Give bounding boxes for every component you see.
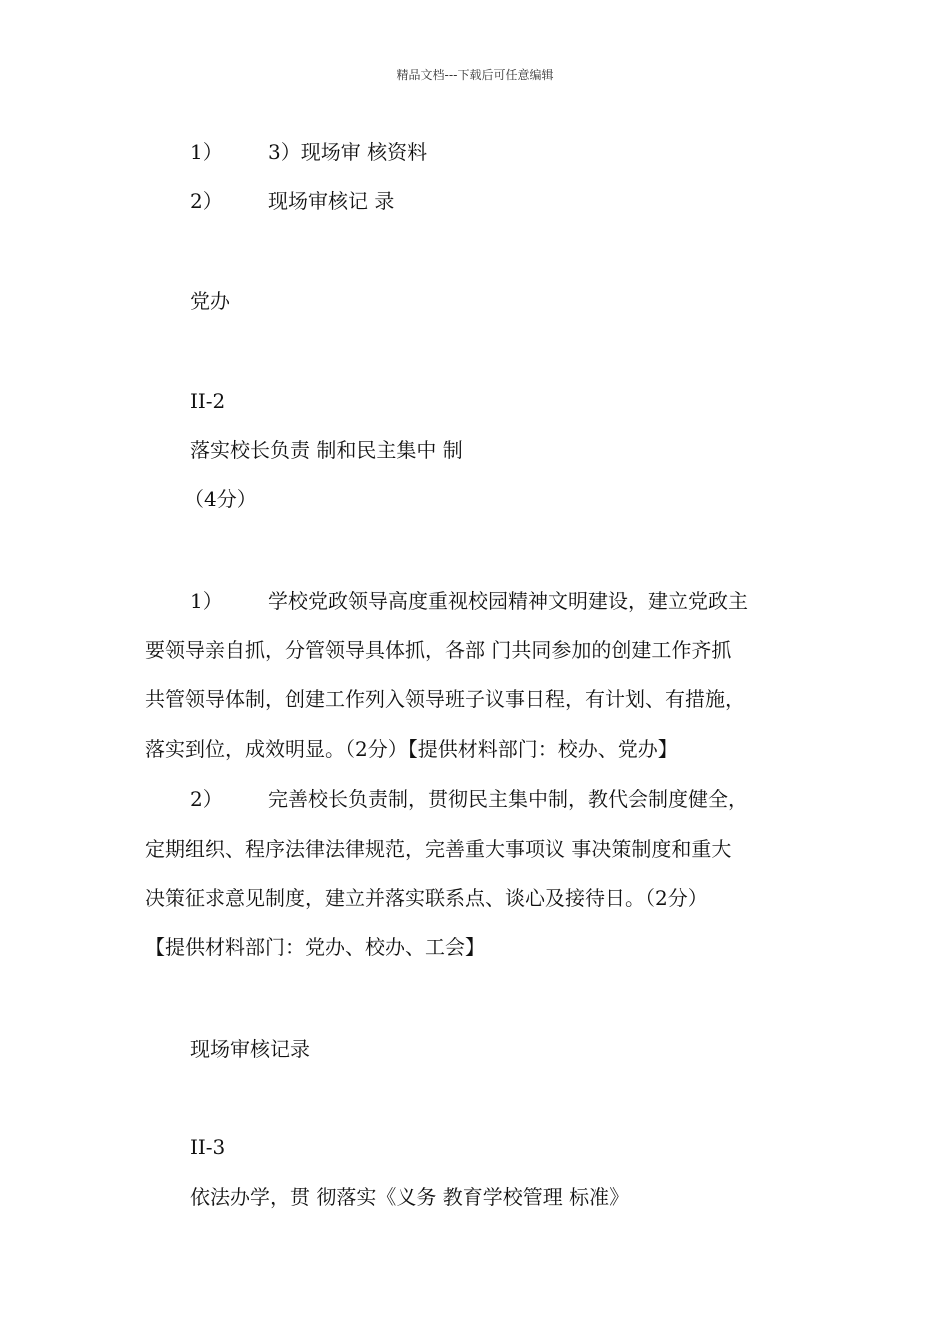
list-text: 3）现场审 核资料 (268, 140, 428, 164)
list-item (190, 187, 394, 215)
paragraph-text: 学校党政领导高度重视校园精神文明建设，建立党政主 (268, 589, 748, 613)
section-title: 落实校长负责 制和民主集中 制 (190, 438, 463, 462)
paragraph-line: 决策征求意见制度，建立并落实联系点、谈心及接待日。（2分） (145, 886, 708, 910)
section-score: （4分） (184, 487, 257, 511)
list-item (190, 138, 427, 166)
department-label: 党办 (190, 289, 230, 313)
section-code: II-3 (190, 1135, 226, 1159)
section-title: 依法办学，贯 彻落实《义务 教育学校管理 标准》 (190, 1185, 630, 1209)
paragraph-line: 要领导亲自抓，分管领导具体抓，各部 门共同参加的创建工作齐抓 (145, 638, 732, 662)
paragraph-text: 完善校长负责制，贯彻民主集中制，教代会制度健全， (268, 787, 748, 811)
list-number: 1） (190, 140, 223, 164)
list-text: 现场审核记 录 (268, 189, 395, 213)
page-header: 精品文档---下载后可任意编辑 (396, 68, 554, 82)
paragraph-number: 1） (190, 589, 223, 613)
paragraph-line: 落实到位，成效明显。（2分）【提供材料部门：校办、党办】 (145, 737, 678, 761)
paragraph-line (190, 587, 748, 615)
section-code: II-2 (190, 389, 226, 413)
record-label: 现场审核记录 (190, 1037, 310, 1061)
paragraph-line: 定期组织、程序法律法律规范，完善重大事项议 事决策制度和重大 (145, 837, 732, 861)
paragraph-number: 2） (190, 787, 223, 811)
paragraph-line: 【提供材料部门：党办、校办、工会】 (145, 935, 485, 959)
list-number: 2） (190, 189, 223, 213)
paragraph-line (190, 785, 748, 813)
paragraph-line: 共管领导体制，创建工作列入领导班子议事日程，有计划、有措施， (145, 687, 745, 711)
